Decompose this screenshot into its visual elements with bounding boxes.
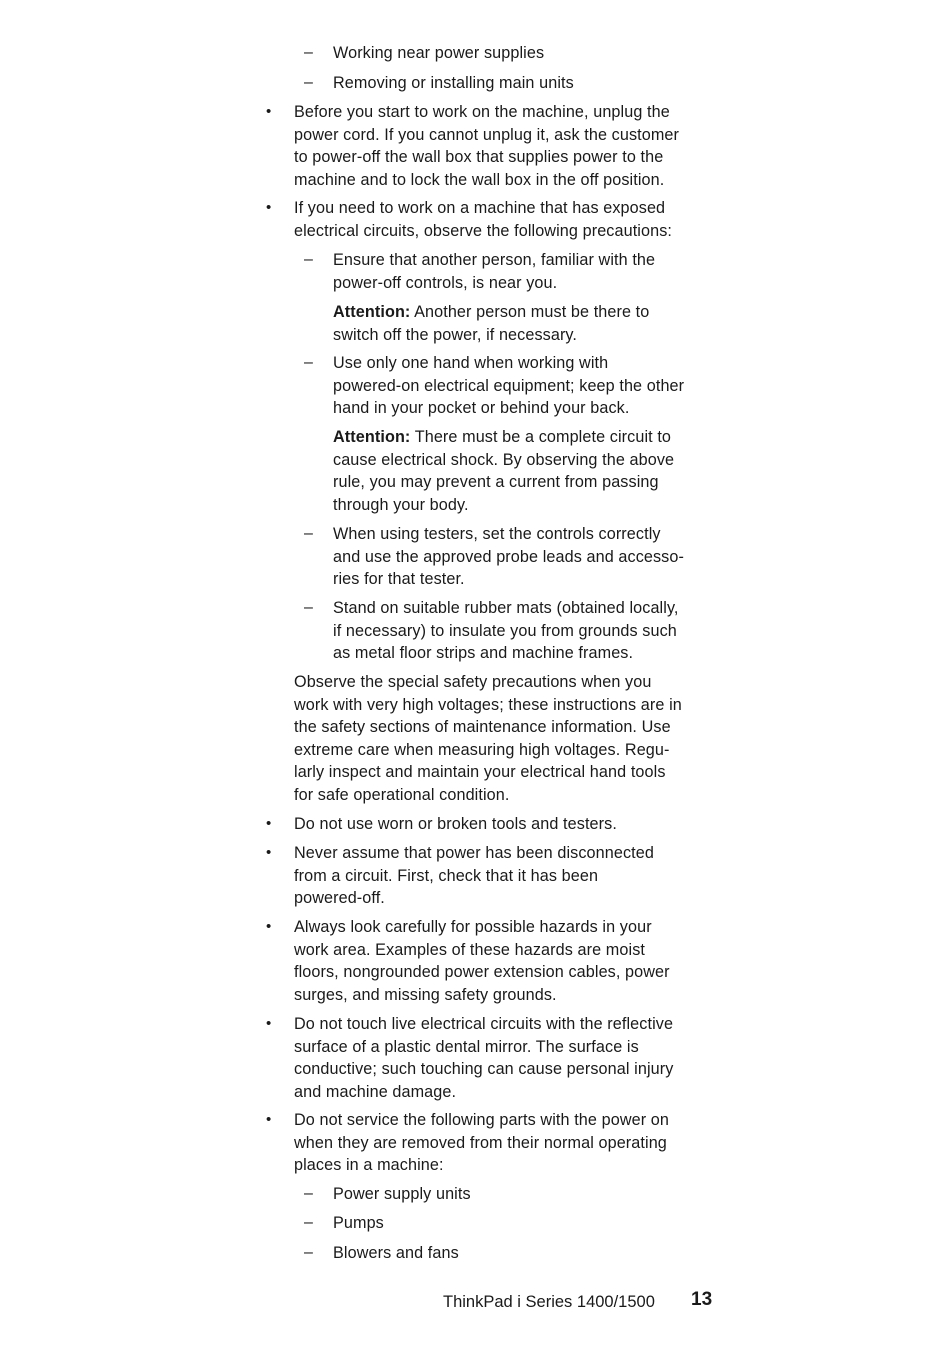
text-line: from a circuit. First, check that it has been	[294, 866, 599, 885]
list-item	[294, 1013, 673, 1103]
text-line: Stand on suitable rubber mats (obtained locally,	[333, 599, 679, 617]
text-line: Do not touch live electrical circuits with the reflective	[294, 1015, 674, 1033]
text-line: work with very high voltages; these instructions are in	[294, 695, 682, 714]
text-line: powered-off.	[294, 889, 385, 908]
text-line: rule, you may prevent a current from passing	[333, 473, 659, 492]
attention-text: There must be a complete circuit to	[410, 428, 672, 446]
text-line: switch off the power, if necessary.	[333, 325, 578, 344]
text-line: If you need to work on a machine that has exposed	[294, 199, 666, 217]
dash-marker: –	[304, 1214, 313, 1231]
text-line: through your body.	[333, 495, 469, 514]
text-line: floors, nongrounded power extension cables, power	[294, 963, 670, 982]
dash-marker: –	[304, 44, 313, 61]
text-line: Use only one hand when working with	[333, 354, 609, 372]
list-item	[333, 1212, 384, 1235]
text-line	[333, 426, 674, 449]
text-line: Pumps	[333, 1214, 384, 1232]
list-item	[333, 597, 679, 665]
bullet-marker: •	[266, 1015, 272, 1032]
text-line: Removing or installing main units	[333, 74, 574, 92]
list-item	[294, 101, 679, 191]
text-line: power cord. If you cannot unplug it, ask the customer	[294, 125, 680, 144]
list-item	[333, 42, 544, 65]
list-item	[294, 197, 672, 242]
page-number: 13	[691, 1289, 713, 1310]
list-item	[294, 842, 654, 910]
text-line: Do not use worn or broken tools and testers.	[294, 815, 617, 833]
text-line: cause electrical shock. By observing the above	[333, 450, 675, 469]
text-line: ries for that tester.	[333, 570, 465, 589]
attention-note	[333, 426, 674, 516]
text-line: Do not service the following parts with the power on	[294, 1111, 670, 1129]
text-line: if necessary) to insulate you from grounds such	[333, 621, 677, 640]
text-line: Always look carefully for possible hazards in your	[294, 918, 652, 936]
bullet-marker: •	[266, 815, 272, 832]
attention-text: Another person must be there to	[410, 303, 650, 321]
dash-marker: –	[304, 1185, 313, 1202]
text-line: Observe the special safety precautions when you	[294, 673, 652, 691]
text-line: machine and to lock the wall box in the off position.	[294, 170, 665, 189]
text-line: larly inspect and maintain your electrical hand tools	[294, 763, 666, 782]
text-line: power-off controls, is near you.	[333, 273, 558, 292]
text-line: work area. Examples of these hazards are moist	[294, 940, 645, 959]
list-item	[333, 1242, 459, 1265]
list-item	[333, 249, 655, 294]
text-line: for safe operational condition.	[294, 785, 510, 804]
dash-marker: –	[304, 599, 313, 616]
text-line: and use the approved probe leads and accesso-	[333, 547, 684, 566]
list-item	[294, 916, 670, 1006]
list-item	[333, 352, 684, 420]
text-line: Ensure that another person, familiar with the	[333, 251, 656, 269]
text-line: Power supply units	[333, 1185, 471, 1203]
bullet-marker: •	[266, 918, 272, 935]
footer-title: ThinkPad i Series 1400/1500	[443, 1293, 655, 1311]
text-line: surface of a plastic dental mirror. The surface is	[294, 1037, 639, 1056]
text-line	[333, 301, 649, 324]
text-line: hand in your pocket or behind your back.	[333, 399, 630, 418]
bullet-marker: •	[266, 1111, 272, 1128]
text-line: Working near power supplies	[333, 44, 545, 62]
bullet-marker: •	[266, 103, 272, 120]
text-line: surges, and missing safety grounds.	[294, 985, 557, 1004]
list-item	[333, 523, 684, 591]
list-item	[294, 1109, 669, 1177]
text-line: when they are removed from their normal operating	[294, 1133, 667, 1152]
text-line: and machine damage.	[294, 1082, 457, 1101]
attention-label: Attention:	[333, 303, 411, 321]
attention-note	[333, 301, 649, 346]
paragraph	[294, 671, 682, 807]
text-line: extreme care when measuring high voltages. Regu-	[294, 740, 670, 759]
list-item	[294, 813, 617, 836]
dash-marker: –	[304, 354, 313, 371]
bullet-marker: •	[266, 844, 272, 861]
dash-marker: –	[304, 251, 313, 268]
text-line: as metal floor strips and machine frames.	[333, 644, 634, 663]
text-line: the safety sections of maintenance information. Use	[294, 718, 671, 737]
attention-label: Attention:	[333, 428, 411, 446]
dash-marker: –	[304, 74, 313, 91]
text-line: electrical circuits, observe the following precautions:	[294, 221, 672, 240]
text-line: places in a machine:	[294, 1156, 444, 1175]
text-line: When using testers, set the controls correctly	[333, 525, 661, 543]
dash-marker: –	[304, 1244, 313, 1261]
dash-marker: –	[304, 525, 313, 542]
list-item	[333, 72, 574, 95]
text-line: to power-off the wall box that supplies power to the	[294, 148, 664, 167]
text-line: Never assume that power has been disconnected	[294, 844, 654, 862]
bullet-marker: •	[266, 199, 272, 216]
text-line: powered-on electrical equipment; keep the other	[333, 376, 685, 395]
list-item	[333, 1183, 471, 1206]
text-line: Blowers and fans	[333, 1244, 459, 1262]
text-line: Before you start to work on the machine, unplug the	[294, 103, 670, 121]
text-line: conductive; such touching can cause personal injury	[294, 1060, 674, 1079]
